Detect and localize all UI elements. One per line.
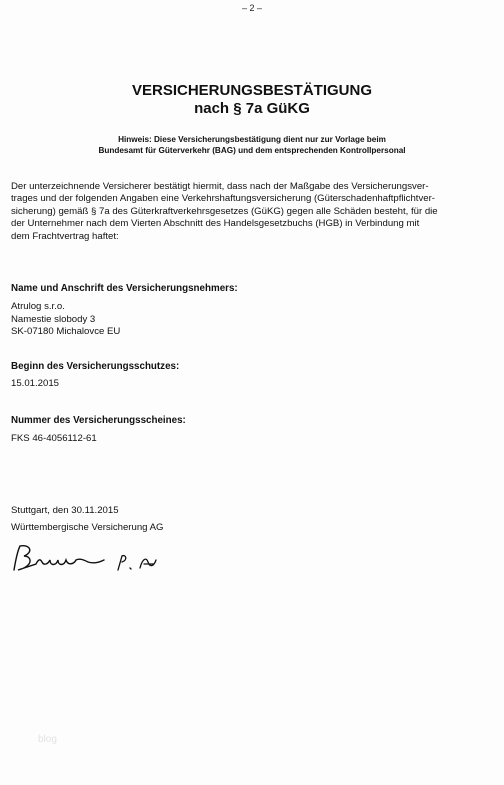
policyholder-city: SK-07180 Michalovce EU [11,326,121,337]
paragraph-line: Der unterzeichnende Versicherer bestätigt hiermit, dass nach der Maßgabe des Versicherungsver- [11,181,429,192]
paragraph-line: sicherung) gemäß § 7a des Güterkraftverkehrsgesetzes (GüKG) gegen alle Schäden besteht, für die [11,205,438,217]
notice-line-1: Hinweis: Diese Versicherungsbestätigung dient nur zur Vorlage beim [118,135,386,144]
signature-drawing [8,540,168,580]
policy-number-value: FKS 46-4056112-61 [11,433,97,444]
paragraph-line: der Unternehmer nach dem Vierten Abschnitt des Handelsgesetzbuchs (HGB) in Verbindung mit [11,218,420,230]
insurer-name: Württembergische Versicherung AG [11,522,164,533]
confirmation-paragraph [11,181,497,243]
place-date: Stuttgart, den 30.11.2015 [11,505,119,516]
policyholder-heading: Name und Anschrift des Versicherungsnehmers: [11,283,238,294]
signature [8,540,168,585]
page-number: – 2 – [241,3,263,13]
watermark: blog [38,734,57,745]
policyholder-name: Atrulog s.r.o. [11,301,65,312]
notice-line-2: Bundesamt für Güterverkehr (BAG) und dem entsprechenden Kontrollpersonal [98,146,406,155]
notice [40,134,464,156]
title-line-2: nach § 7a GüKG [194,100,310,117]
policyholder-street: Namestie slobody 3 [11,313,96,325]
policyholder-address [11,301,120,339]
paragraph-line: dem Frachtvertrag haftet: [11,230,119,242]
paragraph-line: trages und der folgenden Angaben eine Verkehrshaftungsversicherung (Güterschadenhaftpflichtver- [11,193,435,205]
title-line-1: VERSICHERUNGSBESTÄTIGUNG [131,82,373,99]
document-title [0,82,504,118]
coverage-start-heading: Beginn des Versicherungsschutzes: [11,361,180,372]
coverage-start-value: 15.01.2015 [11,378,60,389]
policy-number-heading: Nummer des Versicherungsscheines: [11,415,186,426]
